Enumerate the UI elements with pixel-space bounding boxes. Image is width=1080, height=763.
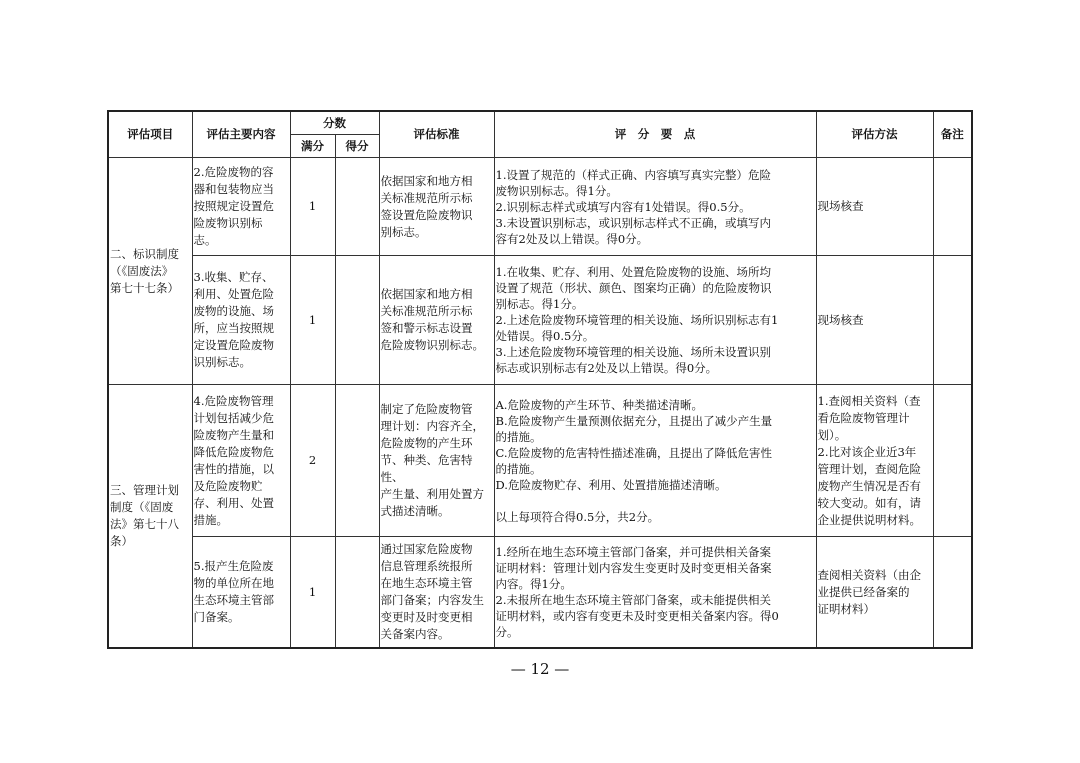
content-cell: 3.收集、贮存、 利用、处置危险 废物的设施、场 所，应当按照规 定设置危险废物 识别标志。	[192, 256, 290, 385]
table-row	[108, 256, 972, 385]
header-standard: 评估标准	[379, 111, 494, 158]
header-item: 评估项目	[108, 111, 192, 158]
got-score-cell	[335, 256, 379, 385]
remark-cell	[933, 385, 972, 537]
remark-cell	[933, 256, 972, 385]
points-cell: 1.经所在地生态环境主管部门备案，并可提供相关备案 证明材料：管理计划内容发生变更时及时变更相关备案 内容。得1分。 2.未报所在地生态环境主管部门备案，或未能提供相关 证明材料，或内容有变更未及时变更相关备案内容。得0 分。	[494, 537, 816, 649]
remark-cell	[933, 537, 972, 649]
content-cell: 2.危险废物的容 器和包装物应当 按照规定设置危 险废物识别标 志。	[192, 158, 290, 256]
table-row	[108, 385, 972, 537]
got-score-cell	[335, 385, 379, 537]
points-cell: A.危险废物的产生环节、种类描述清晰。 B.危险废物产生量预测依据充分，且提出了减少产生量 的措施。 C.危险废物的危害特性描述准确，且提出了降低危害性 的措施。 D.危险废物贮存、利用、处置措施描述清晰。 以上每项符合得0.5分，共2分。	[494, 385, 816, 537]
points-cell: 1.在收集、贮存、利用、处置危险废物的设施、场所均 设置了规范（形状、颜色、图案均正确）的危险废物识 别标志。得1分。 2.上述危险废物环境管理的相关设施、场所识别标志有1 处错误。得0.5分。 3.上述危险废物环境管理的相关设施、场所未设置识别 标志或识别标志有2处及以上错误。得0分。	[494, 256, 816, 385]
content-cell: 5.报产生危险废 物的单位所在地 生态环境主管部 门备案。	[192, 537, 290, 649]
full-score-cell: 2	[290, 385, 335, 537]
header-method: 评估方法	[816, 111, 933, 158]
header-content: 评估主要内容	[192, 111, 290, 158]
header-score: 分数	[290, 111, 379, 135]
full-score-cell: 1	[290, 537, 335, 649]
standard-cell: 通过国家危险废物 信息管理系统报所 在地生态环境主管 部门备案；内容发生 变更时及时变更相 关备案内容。	[379, 537, 494, 649]
got-score-cell	[335, 158, 379, 256]
points-cell: 1.设置了规范的（样式正确、内容填写真实完整）危险 废物识别标志。得1分。 2.识别标志样式或填写内容有1处错误。得0.5分。 3.未设置识别标志，或识别标志样式不正确，或填写内 容有2处及以上错误。得0分。	[494, 158, 816, 256]
category-cell: 三、管理计划 制度（《固废 法》第七十八 条）	[108, 385, 192, 649]
header-remark: 备注	[933, 111, 972, 158]
method-cell: 现场核查	[816, 256, 933, 385]
method-cell: 1.查阅相关资料（查 看危险废物管理计 划）。 2.比对该企业近3年 管理计划，查阅危险 废物产生情况是否有 较大变动。如有，请 企业提供说明材料。	[816, 385, 933, 537]
page-number: — 12 —	[510, 660, 570, 678]
content-cell: 4.危险废物管理 计划包括减少危 险废物产生量和 降低危险废物危 害性的措施，以 及危险废物贮 存、利用、处置 措施。	[192, 385, 290, 537]
standard-cell: 制定了危险废物管 理计划：内容齐全， 危险废物的产生环 节、种类、危害特性、 产生量、利用处置方 式描述清晰。	[379, 385, 494, 537]
header-got-score: 得分	[335, 135, 379, 158]
method-cell: 现场核查	[816, 158, 933, 256]
standard-cell: 依据国家和地方相 关标准规范所示标 签设置危险废物识 别标志。	[379, 158, 494, 256]
table-row	[108, 158, 972, 256]
evaluation-table	[107, 110, 973, 649]
table-row	[108, 537, 972, 649]
full-score-cell: 1	[290, 256, 335, 385]
header-full-score: 满分	[290, 135, 335, 158]
header-points: 评 分 要 点	[494, 111, 816, 158]
category-cell: 二、标识制度 （《固废法》 第七十七条）	[108, 158, 192, 385]
method-cell: 查阅相关资料（由企 业提供已经备案的 证明材料）	[816, 537, 933, 649]
got-score-cell	[335, 537, 379, 649]
full-score-cell: 1	[290, 158, 335, 256]
standard-cell: 依据国家和地方相 关标准规范所示标 签和警示标志设置 危险废物识别标志。	[379, 256, 494, 385]
remark-cell	[933, 158, 972, 256]
